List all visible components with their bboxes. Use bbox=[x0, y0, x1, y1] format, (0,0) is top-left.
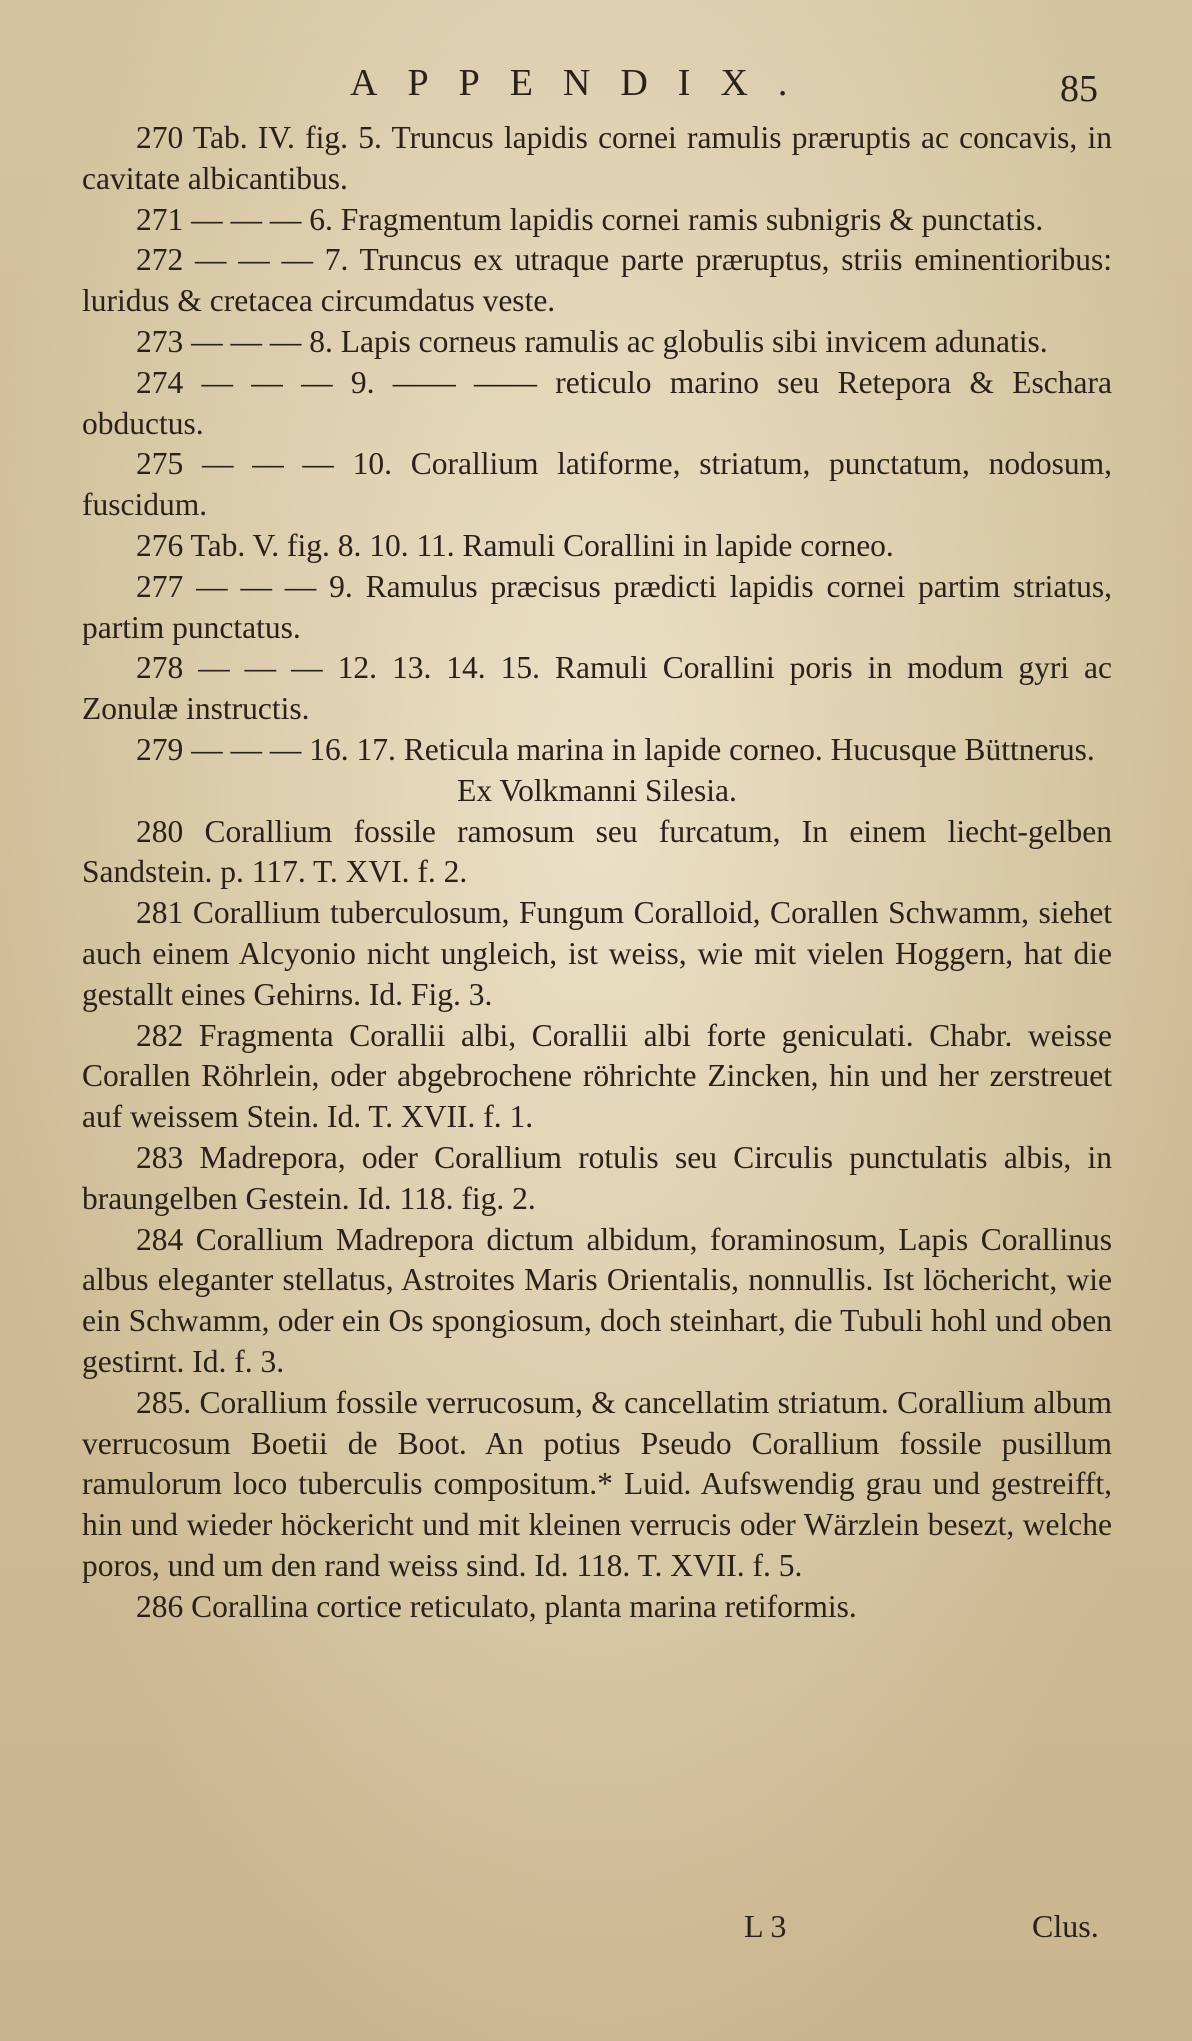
entry-text: Corallium tuberculosum, Fungum Coralloid, Corallen Schwamm, siehet auch einem Alcyonio nicht ungleich, ist weiss, wie mit vielen Hoggern, hat die gestallt eines Gehirns. Id. Fig. 3. bbox=[82, 895, 1112, 1012]
entry-276 bbox=[82, 526, 1112, 567]
entry-text: — — — 16. 17. Reticula marina in lapide corneo. Hucusque Büttnerus. bbox=[183, 731, 1095, 767]
entry-number: 273 bbox=[136, 323, 184, 359]
entry-283 bbox=[82, 1138, 1112, 1220]
page-body bbox=[82, 118, 1112, 1627]
entry-270 bbox=[82, 118, 1112, 200]
entry-number: 276 bbox=[136, 527, 184, 563]
entry-number: 282 bbox=[136, 1017, 184, 1053]
entry-text: — — — 9. Ramulus præcisus prædicti lapidis cornei partim striatus, partim punctatus. bbox=[82, 568, 1112, 645]
entry-text: — — — 10. Corallium latiforme, striatum, punctatum, nodosum, fuscidum. bbox=[82, 446, 1112, 523]
catchword: Clus. bbox=[1032, 1908, 1099, 1944]
entry-text: Corallium fossile ramosum seu furcatum, In einem liecht-gelben Sandstein. p. 117. T. XVI. f. 2. bbox=[82, 813, 1112, 890]
entry-277 bbox=[82, 567, 1112, 649]
entry-number: 285. bbox=[136, 1384, 192, 1420]
entry-278 bbox=[82, 648, 1112, 730]
entry-text: — — — 9. —— —— reticulo marino seu Retepora & Eschara obductus. bbox=[82, 364, 1112, 441]
entry-273 bbox=[82, 322, 1112, 363]
entry-number: 278 bbox=[136, 650, 184, 686]
entry-272 bbox=[82, 240, 1112, 322]
entry-text: Madrepora, oder Corallium rotulis seu Circulis punctulatis albis, in braungelben Gestein. Id. 118. fig. 2. bbox=[82, 1139, 1112, 1216]
entry-271 bbox=[82, 200, 1112, 241]
entry-text: — — — 7. Truncus ex utraque parte præruptus, striis eminentioribus: luridus & cretacea circumdatus veste. bbox=[82, 242, 1112, 319]
entry-text: Corallium fossile verrucosum, & cancellatim striatum. Corallium album verrucosum Boetii de Boot. An potius Pseudo Corallium fossile pusillum ramulorum loco tuberculis compositum.* Luid. Aufswendig grau und gestreifft, hin und wieder höckericht und mit kleinen verrucis oder Wärzlein besezt, welche poros, und um den rand weiss sind. Id. 118. T. XVII. f. 5. bbox=[82, 1384, 1112, 1583]
signature-mark: L 3 bbox=[744, 1908, 787, 1944]
entry-284 bbox=[82, 1220, 1112, 1383]
entry-274 bbox=[82, 363, 1112, 445]
entry-text: — — — 12. 13. 14. 15. Ramuli Corallini poris in modum gyri ac Zonulæ instructis. bbox=[82, 650, 1112, 727]
entry-280 bbox=[82, 812, 1112, 894]
entry-text: Tab. IV. fig. 5. Truncus lapidis cornei ramulis præruptis ac concavis, in cavitate albicantibus. bbox=[82, 120, 1112, 196]
page-header bbox=[0, 58, 1192, 108]
entry-number: 283 bbox=[136, 1139, 184, 1175]
entry-number: 271 bbox=[136, 201, 184, 237]
entry-number: 270 bbox=[136, 120, 184, 155]
entry-279 bbox=[82, 730, 1112, 771]
entry-number: 284 bbox=[136, 1221, 184, 1257]
entry-275 bbox=[82, 444, 1112, 526]
entry-282 bbox=[82, 1016, 1112, 1138]
entry-text: Corallium Madrepora dictum albidum, foraminosum, Lapis Corallinus albus eleganter stellatus, Astroites Maris Orientalis, nonnullis. Ist löchericht, wie ein Schwamm, oder ein Os spongiosum, doch steinhart, die Tubuli hohl und oben gestirnt. Id. f. 3. bbox=[82, 1221, 1112, 1379]
entry-text: — — — 6. Fragmentum lapidis cornei ramis subnigris & punctatis. bbox=[183, 201, 1044, 237]
running-title: APPENDIX. bbox=[350, 62, 818, 104]
entry-number: 280 bbox=[136, 813, 184, 849]
entry-number: 275 bbox=[136, 446, 184, 482]
page-footer bbox=[0, 1904, 1192, 1948]
entry-text: Tab. V. fig. 8. 10. 11. Ramuli Corallini in lapide corneo. bbox=[183, 527, 894, 563]
entry-281 bbox=[82, 893, 1112, 1015]
entry-number: 277 bbox=[136, 568, 184, 604]
entry-number: 272 bbox=[136, 242, 184, 278]
entry-text: Corallina cortice reticulato, planta marina retiformis. bbox=[183, 1588, 857, 1624]
section-heading: Ex Volkmanni Silesia. bbox=[457, 772, 737, 808]
entry-number: 274 bbox=[136, 364, 184, 400]
entry-text: Fragmenta Corallii albi, Corallii albi forte geniculati. Chabr. weisse Corallen Röhrlein, oder abgebrochene röhrichte Zincken, hin und her zerstreuet auf weissem Stein. Id. T. XVII. f. 1. bbox=[82, 1017, 1112, 1135]
entry-text: — — — 8. Lapis corneus ramulis ac globulis sibi invicem adunatis. bbox=[183, 323, 1048, 359]
page-number: 85 bbox=[1060, 68, 1098, 110]
entry-number: 281 bbox=[136, 895, 184, 931]
entry-number: 279 bbox=[136, 731, 184, 767]
entry-285 bbox=[82, 1383, 1112, 1587]
entry-286 bbox=[82, 1587, 1112, 1628]
entry-number: 286 bbox=[136, 1588, 184, 1624]
